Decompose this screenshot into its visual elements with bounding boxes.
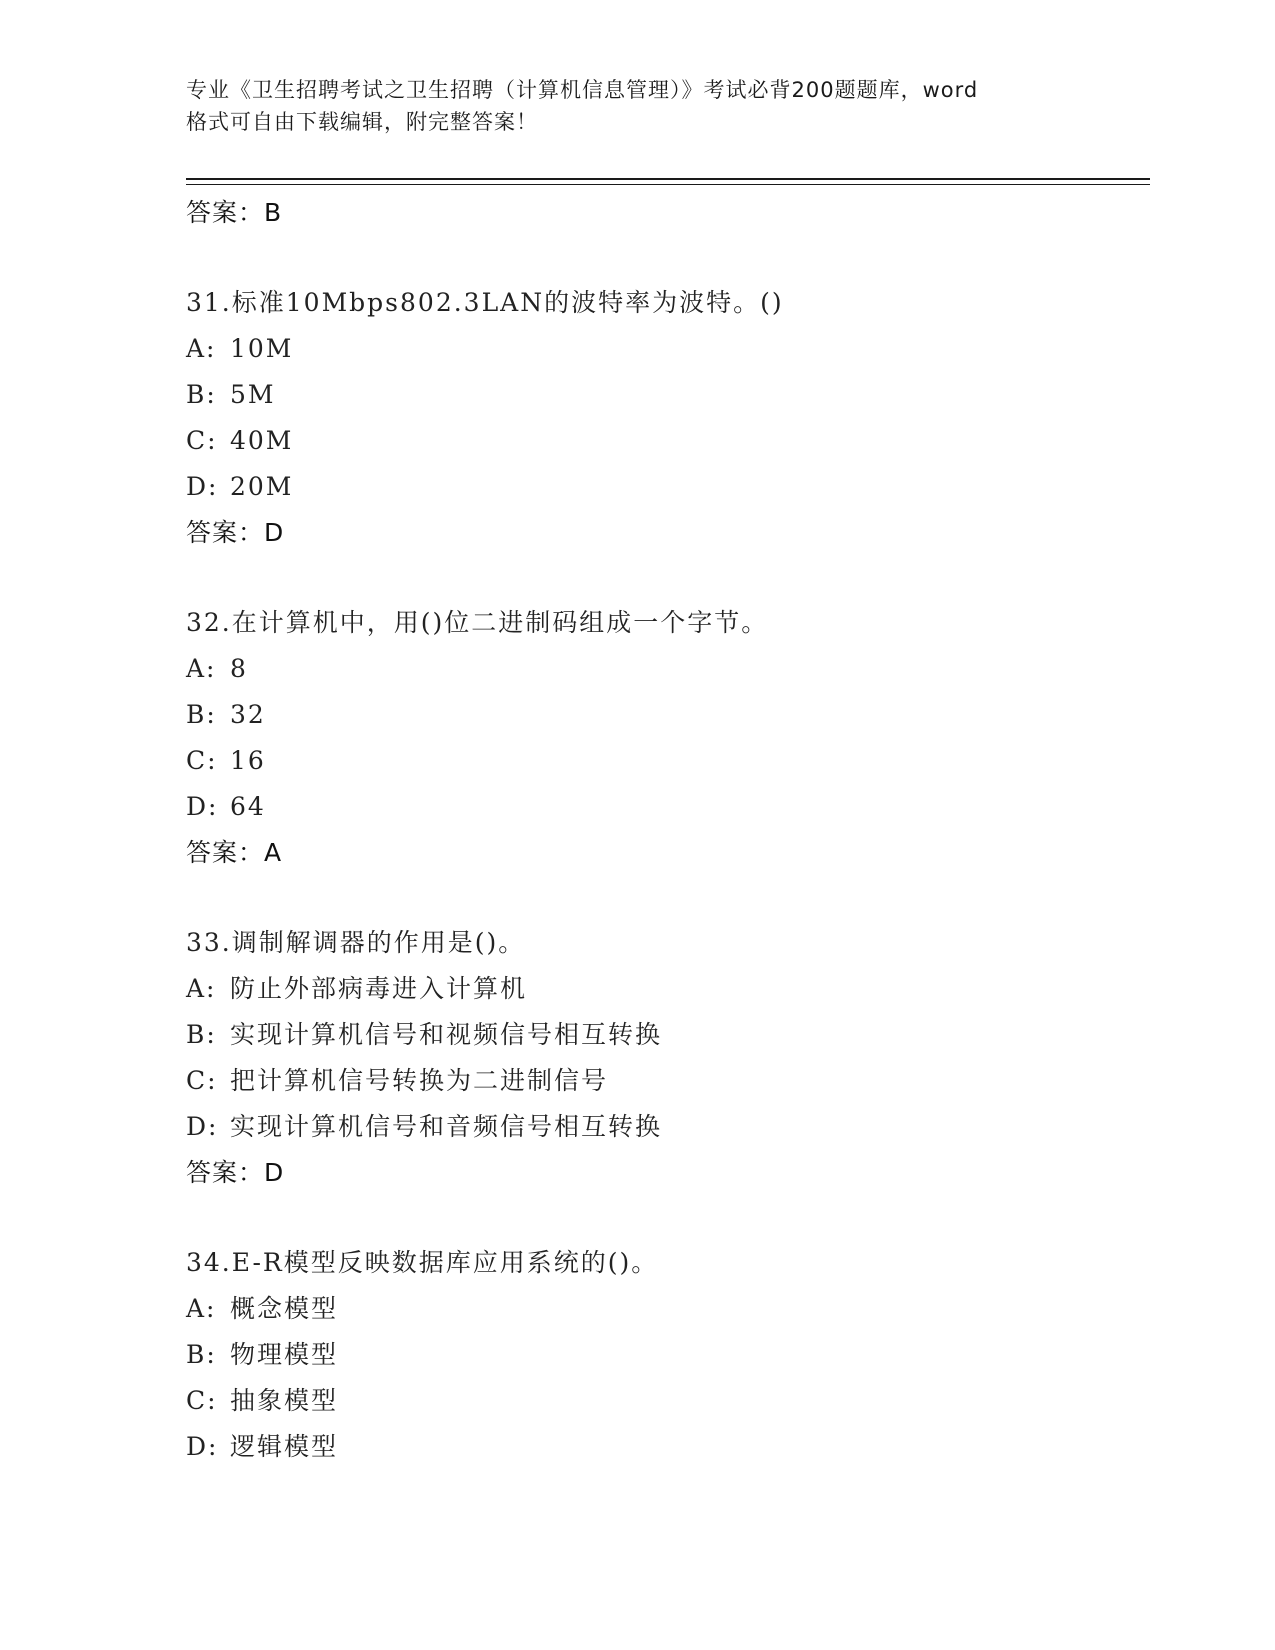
option-letter: C: (186, 426, 218, 455)
option-text: 8 (230, 654, 248, 683)
option-b (186, 1332, 1136, 1378)
option-text: 物理模型 (230, 1340, 339, 1369)
option-letter: D: (186, 1432, 219, 1461)
option-d (186, 1424, 1136, 1470)
option-b (186, 372, 1136, 418)
option-text: 32 (230, 700, 266, 729)
question-answer: 答案：D (186, 518, 285, 547)
header-divider-thick (186, 178, 1150, 180)
option-c (186, 1058, 1136, 1104)
option-text: 实现计算机信号和音频信号相互转换 (230, 1112, 663, 1141)
option-text: 5M (230, 380, 276, 409)
option-letter: D: (186, 1112, 219, 1141)
option-b (186, 1012, 1136, 1058)
option-text: 64 (230, 792, 266, 821)
question-34 (186, 1240, 1136, 1470)
previous-answer: 答案：B (186, 198, 283, 227)
document-content (186, 190, 1136, 1470)
question-32 (186, 600, 1136, 876)
option-c (186, 1378, 1136, 1424)
option-c (186, 418, 1136, 464)
option-letter: B: (186, 1020, 217, 1049)
option-letter: B: (186, 380, 217, 409)
option-text: 16 (230, 746, 266, 775)
option-a (186, 1286, 1136, 1332)
option-a (186, 326, 1136, 372)
option-a (186, 966, 1136, 1012)
header-line-2: 格式可自由下载编辑，附完整答案！ (186, 110, 538, 134)
question-answer: 答案：D (186, 1158, 285, 1187)
header-line-1: 专业《卫生招聘考试之卫生招聘（计算机信息管理）》考试必背200题题库，word (186, 78, 979, 102)
question-answer: 答案：A (186, 838, 283, 867)
option-letter: C: (186, 1386, 218, 1415)
option-d (186, 1104, 1136, 1150)
option-text: 把计算机信号转换为二进制信号 (230, 1066, 609, 1095)
option-d (186, 784, 1136, 830)
option-c (186, 738, 1136, 784)
option-letter: B: (186, 1340, 217, 1369)
option-text: 逻辑模型 (230, 1432, 339, 1461)
option-letter: C: (186, 746, 218, 775)
option-text: 抽象模型 (230, 1386, 339, 1415)
option-b (186, 692, 1136, 738)
option-letter: D: (186, 792, 219, 821)
question-33 (186, 920, 1136, 1196)
header-divider-thin (186, 184, 1150, 185)
question-stem: 33.调制解调器的作用是()。 (186, 928, 526, 957)
option-d (186, 464, 1136, 510)
option-text: 20M (230, 472, 294, 501)
question-stem: 34.E-R模型反映数据库应用系统的()。 (186, 1248, 659, 1277)
question-stem: 32.在计算机中，用()位二进制码组成一个字节。 (186, 608, 769, 637)
option-letter: D: (186, 472, 219, 501)
document-header (186, 74, 1086, 138)
option-letter: A: (186, 334, 217, 363)
option-text: 概念模型 (230, 1294, 339, 1323)
option-text: 实现计算机信号和视频信号相互转换 (230, 1020, 663, 1049)
option-letter: A: (186, 1294, 217, 1323)
option-text: 10M (230, 334, 294, 363)
question-stem: 31.标准10Mbps802.3LAN的波特率为波特。() (186, 288, 784, 317)
option-letter: A: (186, 974, 217, 1003)
question-31 (186, 280, 1136, 556)
option-letter: A: (186, 654, 217, 683)
option-text: 40M (230, 426, 294, 455)
option-a (186, 646, 1136, 692)
option-text: 防止外部病毒进入计算机 (230, 974, 528, 1003)
option-letter: B: (186, 700, 217, 729)
option-letter: C: (186, 1066, 218, 1095)
